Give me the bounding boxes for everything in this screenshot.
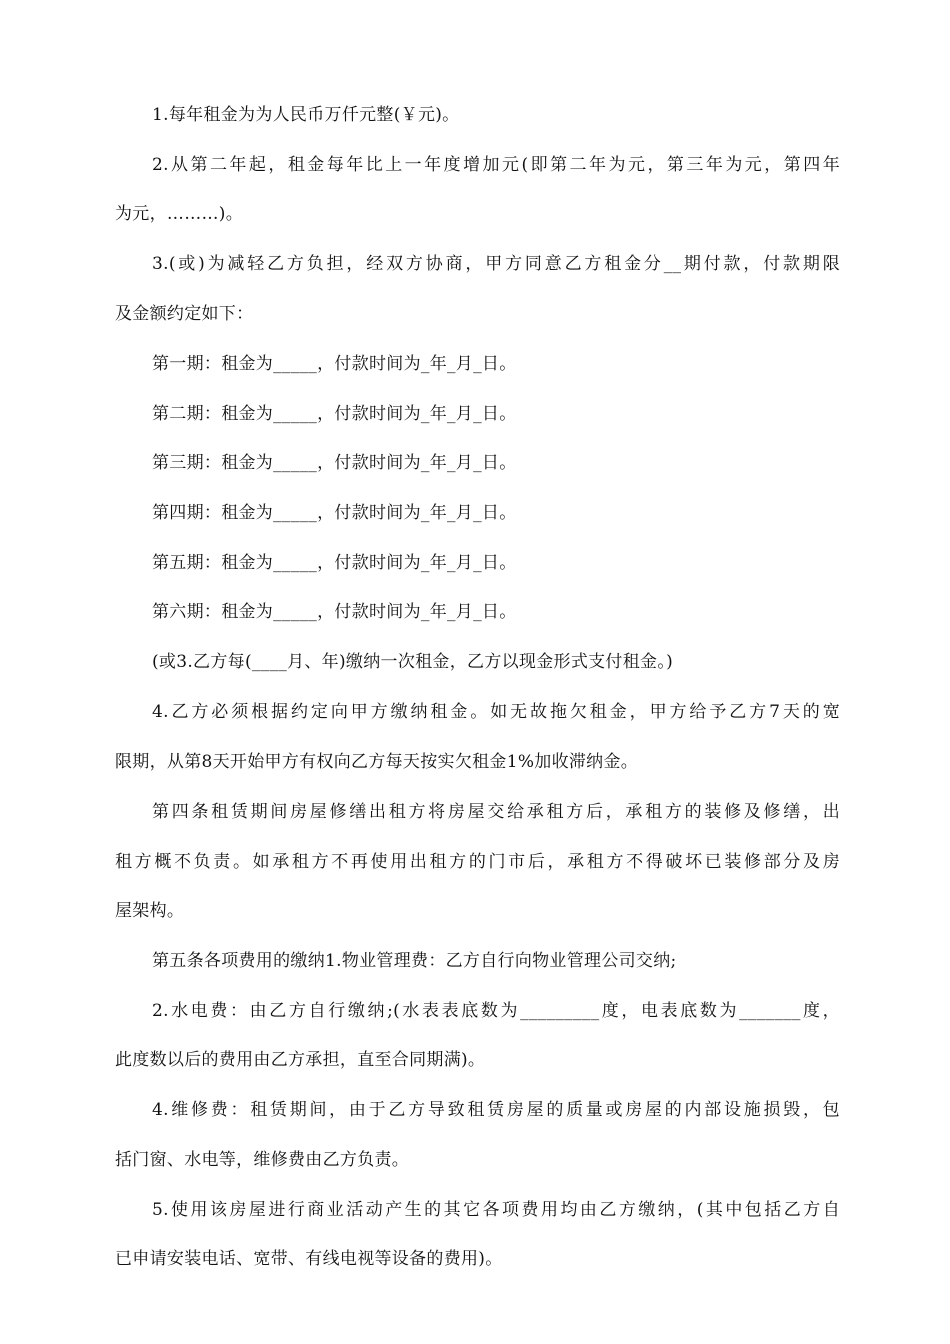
- line-article-4-end: 屋架构。: [115, 901, 185, 921]
- line-rent-increase-cont: 为元，………)。: [115, 204, 244, 224]
- line-period-6: 第六期：租金为_____，付款时间为_年_月_日。: [152, 602, 517, 622]
- line-utilities: 2.水电费：由乙方自行缴纳;(水表表底数为_________度，电表底数为_______度，: [152, 1001, 840, 1021]
- line-rent-amount: 1.每年租金为为人民币万仟元整(￥元)。: [152, 105, 460, 125]
- line-period-3: 第三期：租金为_____，付款时间为_年_月_日。: [152, 453, 517, 473]
- line-utilities-cont: 此度数以后的费用由乙方承担，直至合同期满)。: [115, 1050, 486, 1070]
- line-article-4: 第四条租赁期间房屋修缮出租方将房屋交给承租方后，承租方的装修及修缮，出: [152, 802, 840, 822]
- line-period-1: 第一期：租金为_____，付款时间为_年_月_日。: [152, 354, 517, 374]
- line-maintenance: 4.维修费：租赁期间，由于乙方导致租赁房屋的质量或房屋的内部设施损毁，包: [152, 1100, 840, 1120]
- line-maintenance-cont: 括门窗、水电等，维修费由乙方负责。: [115, 1150, 410, 1170]
- line-article-5: 第五条各项费用的缴纳1.物业管理费：乙方自行向物业管理公司交纳;: [152, 951, 677, 971]
- line-alt-payment: (或3.乙方每(____月、年)缴纳一次租金，乙方以现金形式支付租金。): [152, 652, 674, 672]
- line-late-payment-cont: 限期，从第8天开始甲方有权向乙方每天按实欠租金1%加收滞纳金。: [115, 752, 639, 772]
- line-late-payment: 4.乙方必须根据约定向甲方缴纳租金。如无故拖欠租金，甲方给予乙方7天的宽: [152, 702, 840, 722]
- line-installments-cont: 及金额约定如下：: [115, 304, 254, 324]
- line-period-2: 第二期：租金为_____，付款时间为_年_月_日。: [152, 404, 517, 424]
- line-other-fees: 5.使用该房屋进行商业活动产生的其它各项费用均由乙方缴纳，(其中包括乙方自: [152, 1200, 840, 1220]
- line-rent-increase: 2.从第二年起，租金每年比上一年度增加元(即第二年为元，第三年为元，第四年: [152, 155, 840, 175]
- line-installments: 3.(或)为减轻乙方负担，经双方协商，甲方同意乙方租金分__期付款，付款期限: [152, 254, 840, 274]
- line-other-fees-cont: 已申请安装电话、宽带、有线电视等设备的费用)。: [115, 1249, 503, 1269]
- line-period-4: 第四期：租金为_____，付款时间为_年_月_日。: [152, 503, 517, 523]
- line-article-4-cont: 租方概不负责。如承租方不再使用出租方的门市后，承租方不得破坏已装修部分及房: [115, 852, 840, 872]
- line-period-5: 第五期：租金为_____，付款时间为_年_月_日。: [152, 553, 517, 573]
